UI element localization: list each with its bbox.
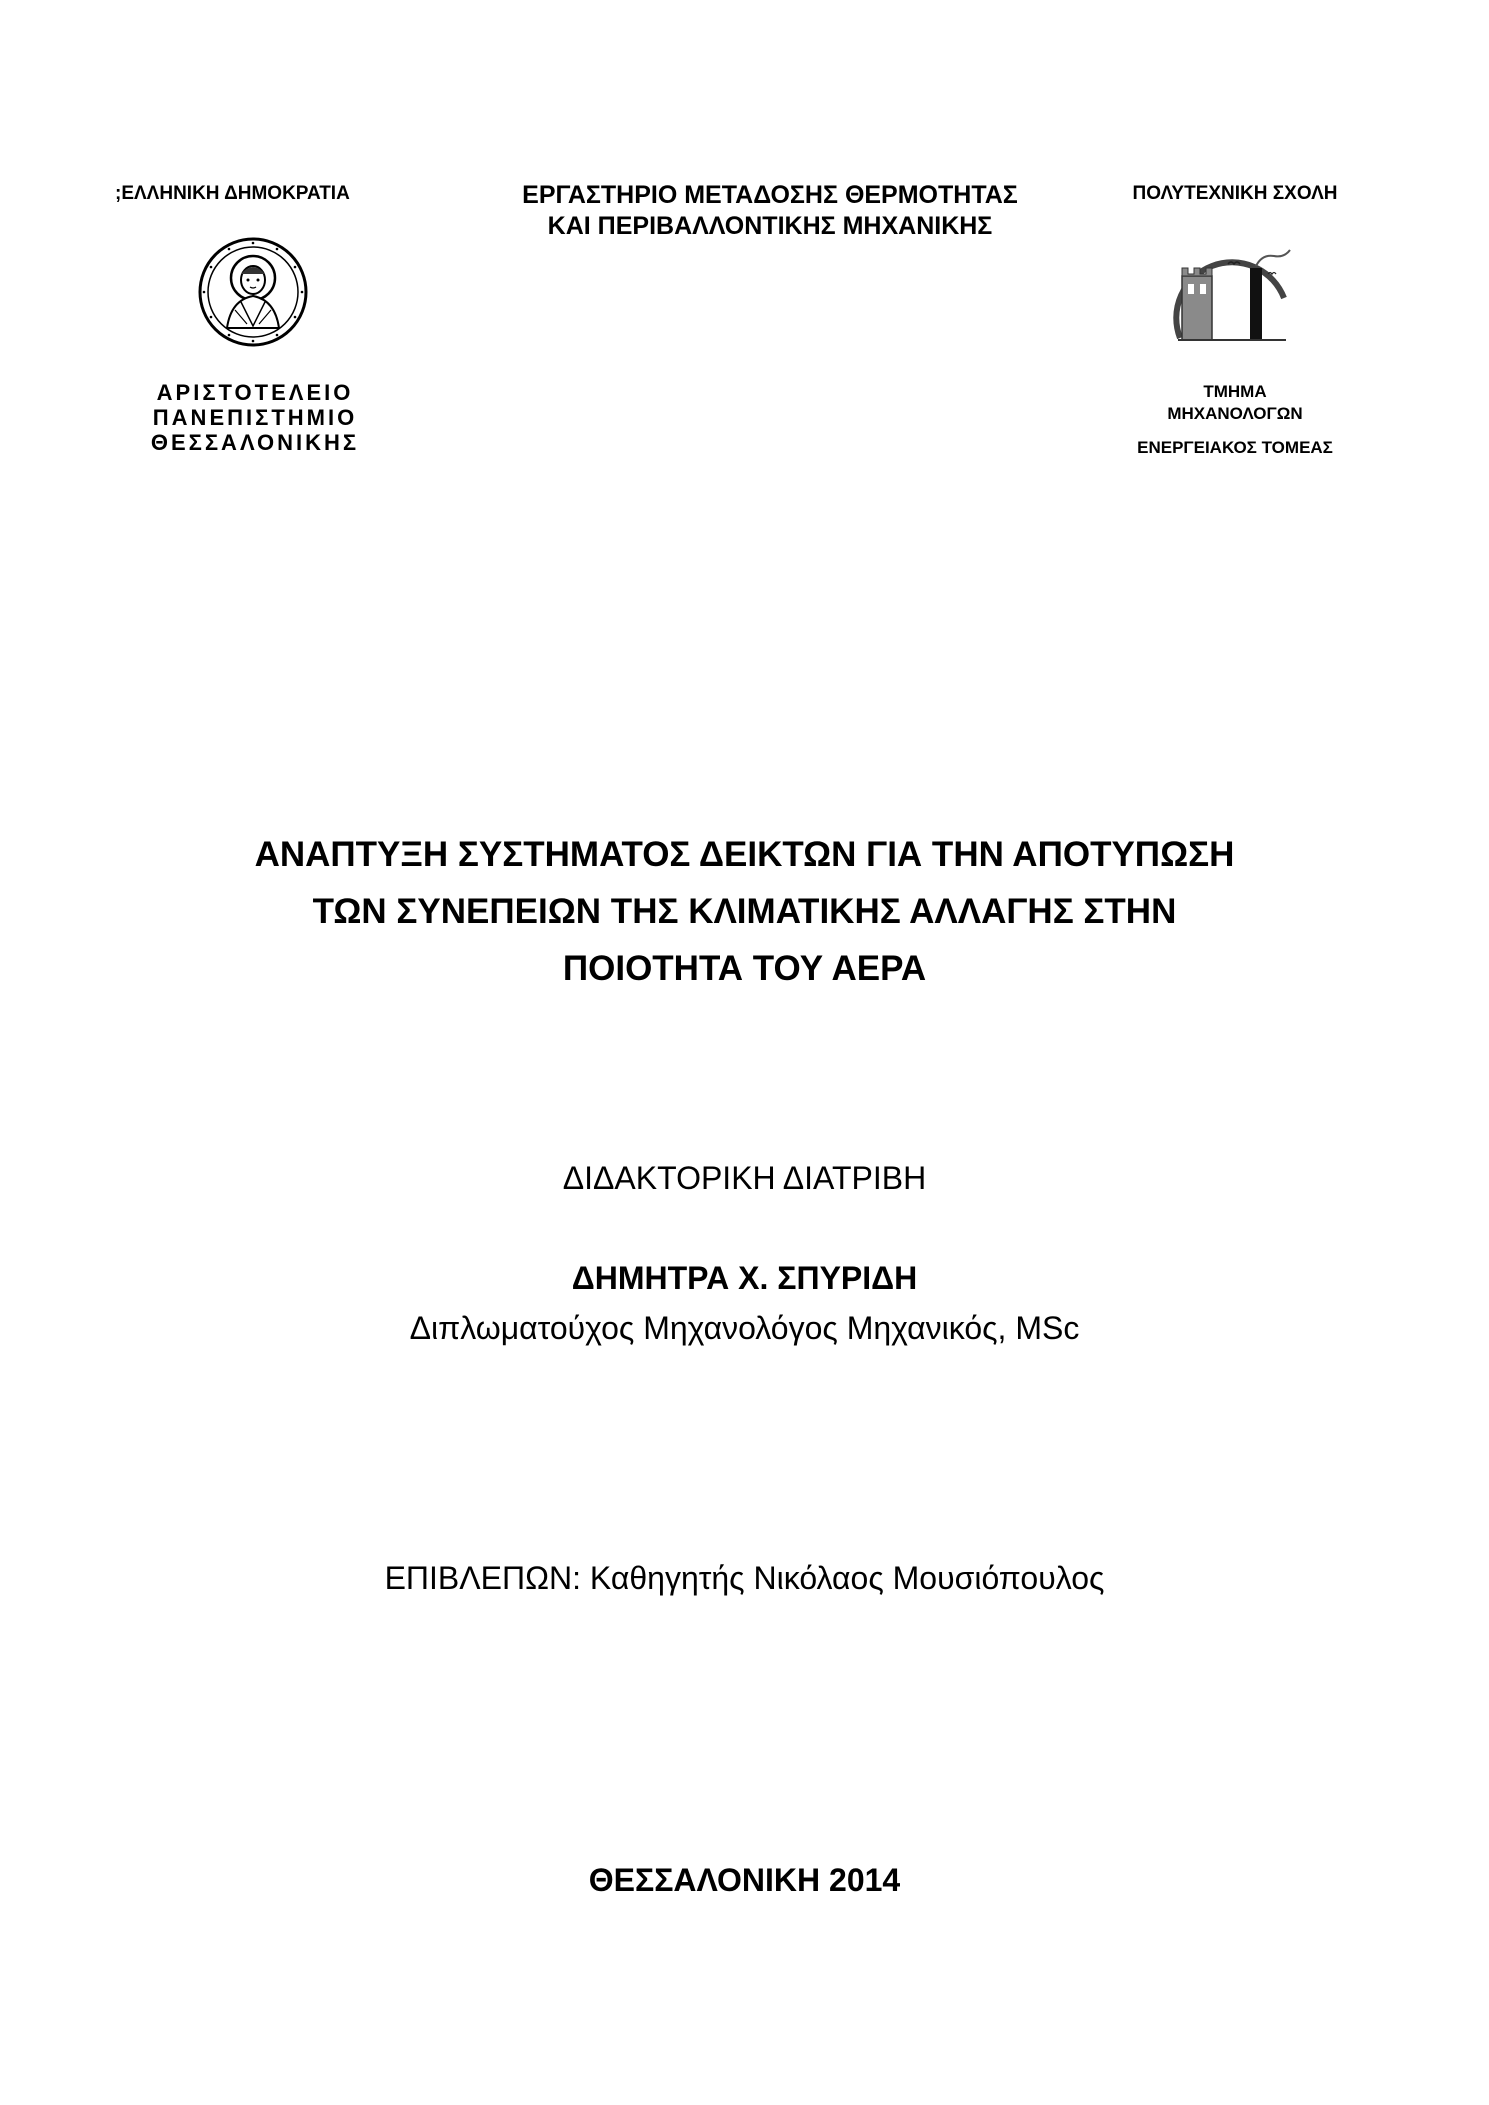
laboratory-name-line: ΚΑΙ ΠΕΡΙΒΑΛΛΟΝΤΙΚΗΣ ΜΗΧΑΝΙΚΗΣ (547, 212, 993, 240)
university-name-line: ΠΑΝΕΠΙΣΤΗΜΙΟ (152, 405, 358, 430)
department-name-line: ΜΗΧΑΝΟΛΟΓΩΝ (1167, 404, 1303, 423)
thesis-title-line: ΤΩΝ ΣΥΝΕΠΕΙΩΝ ΤΗΣ ΚΛΙΜΑΤΙΚΗΣ ΑΛΛΑΓΗΣ ΣΤΗΝ (312, 892, 1177, 931)
document-type: ΔΙΔΑΚΤΟΡΙΚΗ ΔΙΑΤΡΙΒΗ (562, 1160, 927, 1196)
university-name-line: ΑΡΙΣΤΟΤΕΛΕΙΟ (156, 380, 354, 405)
department-name (1110, 381, 1360, 425)
thesis-title-line: ΑΝΑΠΤΥΞΗ ΣΥΣΤΗΜΑΤΟΣ ΔΕΙΚΤΩΝ ΓΙΑ ΤΗΝ ΑΠΟΤΥΠΩΣΗ (254, 835, 1235, 874)
republic-label: ;ΕΛΛΗΝΙΚΗ ΔΗΜΟΚΡΑΤΙΑ (115, 183, 350, 204)
sector-name: ΕΝΕΡΓΕΙΑΚΟΣ ΤΟΜΕΑΣ (1137, 438, 1333, 457)
aristotle-university-seal-icon (197, 236, 309, 348)
school-name: ΠΟΛΥΤΕΧΝΙΚΗ ΣΧΟΛΗ (1132, 183, 1338, 204)
author-name: ΔΗΜΗΤΡΑ Χ. ΣΠΥΡΙΔΗ (571, 1260, 918, 1296)
university-name-line: ΘΕΣΣΑΛΟΝΙΚΗΣ (150, 430, 360, 455)
thesis-title (100, 826, 1389, 997)
author-qualification: Διπλωματούχος Μηχανολόγος Μηχανικός, MSc (409, 1310, 1080, 1346)
thesis-title-line: ΠΟΙΟΤΗΤΑ ΤΟΥ ΑΕΡΑ (562, 949, 927, 988)
laboratory-name (440, 180, 1100, 242)
laboratory-name-line: ΕΡΓΑΣΤΗΡΙΟ ΜΕΤΑΔΟΣΗΣ ΘΕΡΜΟΤΗΤΑΣ (522, 181, 1018, 209)
polytechnic-school-logo-icon (1170, 238, 1294, 342)
place-year: ΘΕΣΣΑΛΟΝΙΚΗ 2014 (588, 1862, 901, 1898)
department-name-line: ΤΜΗΜΑ (1203, 382, 1267, 401)
university-name (110, 380, 400, 455)
supervisor: ΕΠΙΒΛΕΠΩΝ: Καθηγητής Νικόλαος Μουσιόπουλος (384, 1560, 1105, 1596)
